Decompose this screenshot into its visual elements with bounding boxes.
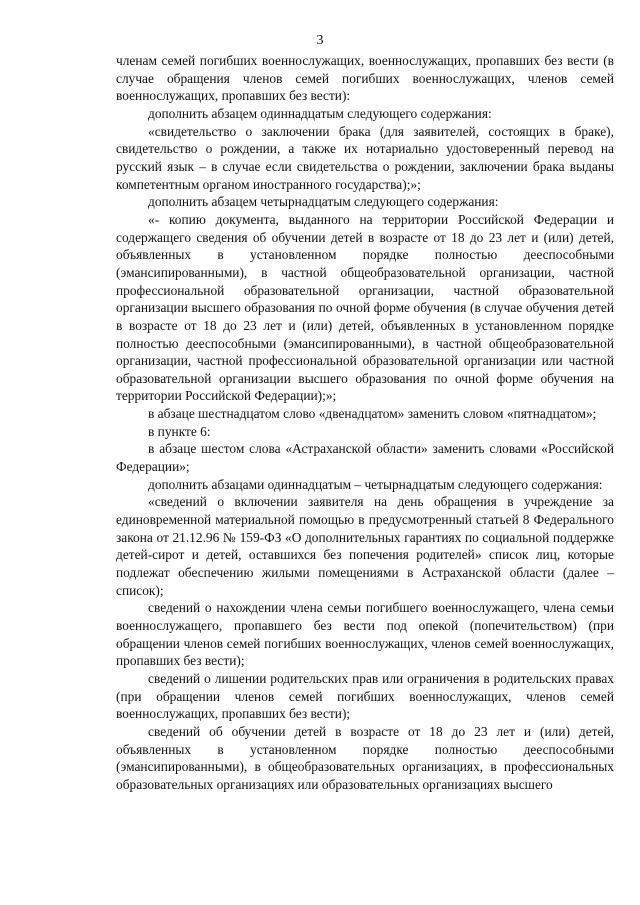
paragraph: «свидетельство о заключении брака (для заявителей, состоящих в браке), свидетельство о рождении, а также их нотариально удостоверенный перевод на русский язык – в случае если свидетельства о рождении, заключении брака выданы компетентным органом иностранного государства);»; bbox=[116, 123, 614, 192]
paragraph: сведений об обучении детей в возрасте от 18 до 23 лет и (или) детей, объявленных в установленном порядке полностью дееспособными (эмансипированными), в общеобразовательных организациях, в профессиональных образовательных организациях или образовательных организациях высшего bbox=[116, 723, 614, 792]
paragraph: дополнить абзацем одиннадцатым следующего содержания: bbox=[148, 105, 492, 121]
document-body bbox=[116, 52, 614, 794]
paragraph: в абзаце шестом слова «Астраханской области» заменить словами «Российской Федерации»; bbox=[116, 441, 614, 475]
paragraph: «сведений о включении заявителя на день обращения в учреждение за единовременной материальной помощью в предусмотренный статьей 8 Федерального закона от 21.12.96 № 159-ФЗ «О дополнительных гарантиях по социальной поддержке детей-сирот и детей, оставшихся без попечения родителей» список лиц, которые подлежат обеспечению жилыми помещениями в Астраханской области (далее – список); bbox=[116, 494, 614, 598]
paragraph: дополнить абзацами одиннадцатым – четырнадцатым следующего содержания: bbox=[148, 476, 603, 492]
paragraph: «- копию документа, выданного на территории Российской Федерации и содержащего сведения об обучении детей в возрасте от 18 до 23 лет и (или) детей, объявленных в установленном порядке полностью дееспособными (эмансипированными), в частной общеобразовательной организации, частной профессиональной образовательной организации, частной образовательной организации высшего образования по очной форме обучения (в случае обучения детей в возрасте от 18 до 23 лет и (или) детей, объявленных в установленном порядке полностью дееспособными (эмансипированными), в частной общеобразовательной организации, частной профессиональной образовательной организации или частной образовательной организации высшего образования по очной форме обучения на территории Российской Федерации);»; bbox=[116, 211, 614, 404]
paragraph: в абзаце шестнадцатом слово «двенадцатом» заменить словом «пятнадцатом»; bbox=[148, 406, 597, 422]
paragraph: сведений о лишении родительских прав или ограничения в родительских правах (при обращении членов семей погибших военнослужащих, членов семей военнослужащих, пропавших без вести); bbox=[116, 670, 614, 722]
paragraph: членам семей погибших военнослужащих, военнослужащих, пропавших без вести (в случае обращения членов семей погибших военнослужащих, членов семей военнослужащих, пропавших без вести): bbox=[116, 53, 614, 104]
paragraph: сведений о нахождении члена семьи погибшего военнослужащего, члена семьи военнослужащего, пропавшего без вести под опекой (попечительством) (при обращении членов семей погибших военнослужащих, членов семей военнослужащих, пропавших без вести); bbox=[116, 600, 614, 669]
page-number: 3 bbox=[316, 33, 324, 48]
paragraph: дополнить абзацем четырнадцатым следующего содержания: bbox=[148, 194, 499, 210]
paragraph: в пункте 6: bbox=[148, 423, 211, 439]
